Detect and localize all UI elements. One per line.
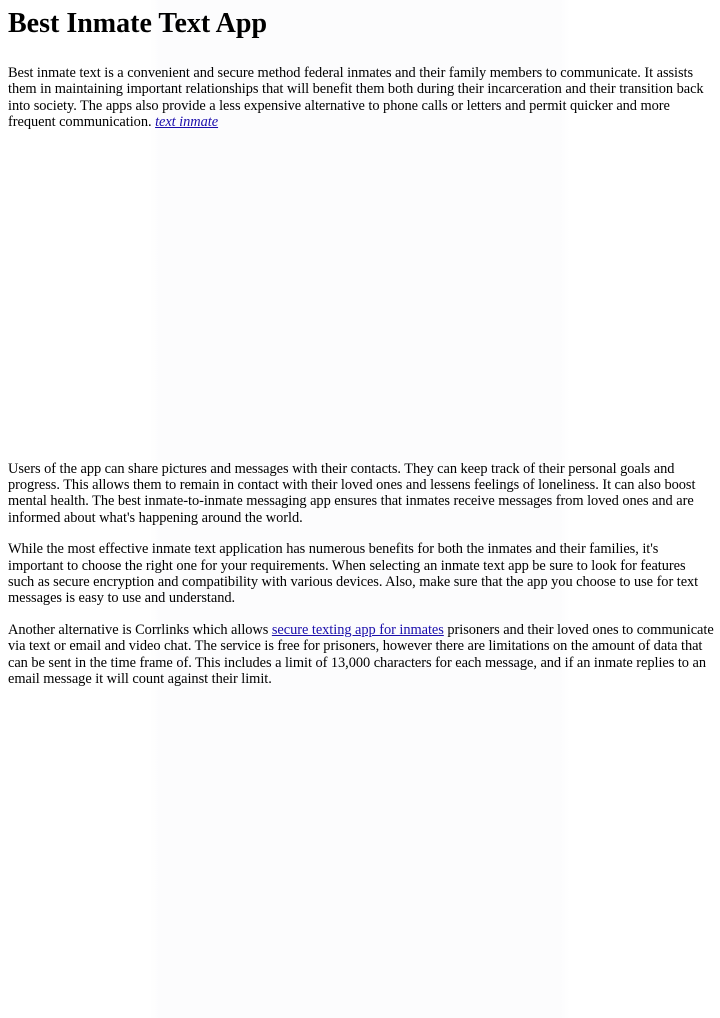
blank-space <box>8 131 714 461</box>
intro-paragraph <box>8 65 714 131</box>
corrlinks-text-after: prisoners and their loved ones to communicate via text or email and video chat. The service is free for prisoners, however there are limitations on the amount of data that can be sent in the time frame of. This includes a limit of 13,000 characters for each message, and if an inmate replies to an email message it will count against their limit. <box>8 621 714 688</box>
choosing-paragraph: While the most effective inmate text application has numerous benefits for both the inmates and their families, it's important to choose the right one for your requirements. When selecting an inmate text app be sure to look for features such as secure encryption and compatibility with various devices. Also, make sure that the app you choose to use for text messages is easy to use and understand. <box>8 541 699 607</box>
text-inmate-link[interactable]: text inmate <box>155 114 219 131</box>
intro-text: Best inmate text is a convenient and secure method federal inmates and their family members to communicate. It assists them in maintaining important relationships that will benefit them both during their incarceration and their transition back into society. The apps also provide a less expensive alternative to phone calls or letters and permit quicker and more frequent communication. <box>8 65 704 131</box>
corrlinks-paragraph <box>8 622 714 688</box>
secure-texting-app-link[interactable]: secure texting app for inmates <box>271 621 444 638</box>
page-title: Best Inmate Text App <box>8 8 268 39</box>
features-paragraph: Users of the app can share pictures and messages with their contacts. They can keep track of their personal goals and progress. This allows them to remain in contact with their loved ones and lessens feelings of loneliness. It can also boost mental health. The best inmate-to-inmate messaging app ensures that inmates receive messages from loved ones and are informed about what's happening around the world. <box>8 460 696 526</box>
corrlinks-text-before: Another alternative is Corrlinks which allows <box>8 621 272 638</box>
